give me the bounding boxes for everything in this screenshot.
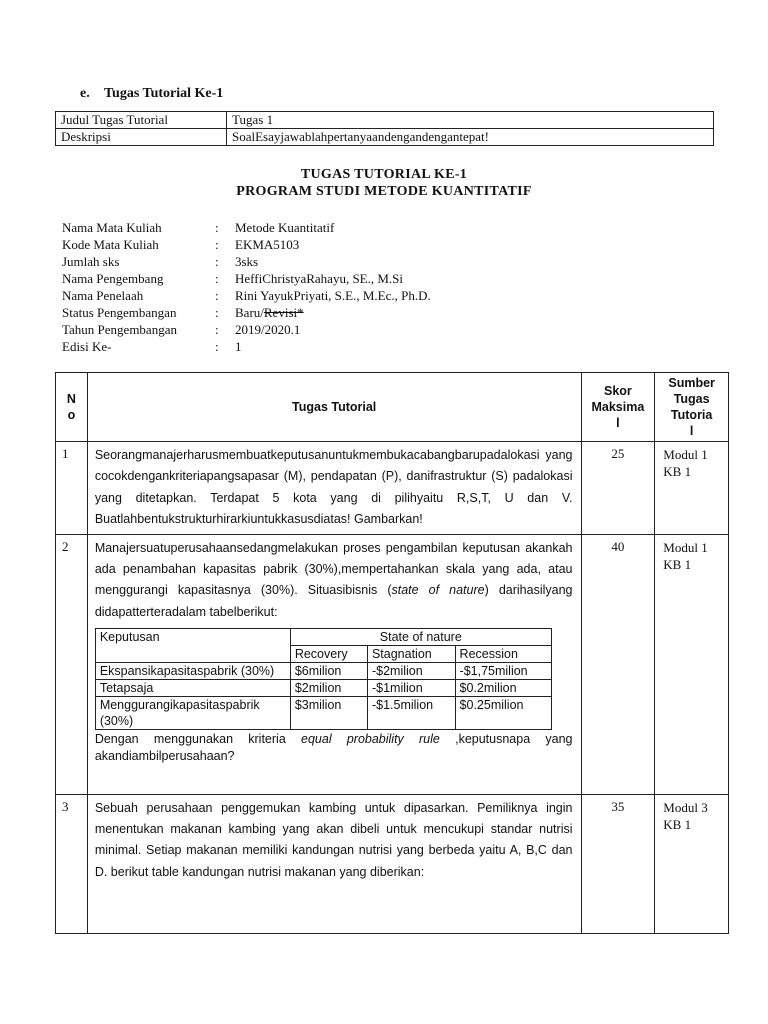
payoff-value: $0.25milion	[455, 697, 551, 730]
row-number: 1	[56, 442, 88, 535]
info-row	[62, 270, 431, 287]
table-row	[56, 794, 729, 933]
meta-key: Judul Tugas Tutorial	[56, 112, 227, 129]
payoff-value: $0.2milion	[455, 680, 551, 697]
info-value: 1	[235, 339, 242, 354]
info-row	[62, 338, 431, 355]
info-label: Nama Pengembang	[62, 271, 164, 286]
info-label: Jumlah sks	[62, 254, 120, 269]
task-question: Dengan menggunakan kriteria equal probability rule ,keputusnapa yang akandiambilperusahaan?	[94, 732, 573, 764]
info-value-struck: Revisi*	[263, 305, 304, 320]
payoff-row	[95, 697, 551, 730]
payoff-value: -$2milion	[367, 663, 455, 680]
payoff-decision-header: Keputusan	[95, 629, 290, 663]
info-separator: :	[215, 322, 219, 337]
meta-value: Tugas 1	[227, 112, 714, 129]
table-row	[56, 534, 729, 794]
task-score: 25	[581, 442, 655, 535]
course-info	[62, 219, 431, 355]
header-source: Sumber Tugas Tutoria l	[655, 373, 729, 442]
info-row	[62, 304, 431, 321]
info-separator: :	[215, 271, 219, 286]
info-separator: :	[215, 288, 219, 303]
info-separator: :	[215, 305, 219, 320]
payoff-value: -$1.5milion	[367, 697, 455, 730]
task-source: Modul 3 KB 1	[655, 794, 729, 933]
task-source: Modul 1 KB 1	[655, 534, 729, 794]
payoff-value: $3milion	[290, 697, 367, 730]
assignment-meta-table	[55, 111, 714, 146]
payoff-row	[95, 663, 551, 680]
payoff-row	[95, 680, 551, 697]
tutorial-task-table	[55, 372, 729, 934]
header-no: N o	[56, 373, 88, 442]
payoff-value: -$1,75milion	[455, 663, 551, 680]
info-row	[62, 236, 431, 253]
task-score: 40	[581, 534, 655, 794]
header-task: Tugas Tutorial	[87, 373, 581, 442]
info-label: Edisi Ke-	[62, 339, 112, 354]
payoff-option: Ekspansikapasitaspabrik (30%)	[95, 663, 290, 680]
payoff-value: -$1milion	[367, 680, 455, 697]
document-title-line1: TUGAS TUTORIAL KE-1	[300, 167, 468, 182]
info-value: HeffiChristyaRahayu, SE., M.Si	[235, 271, 404, 286]
payoff-option: Tetapsaja	[95, 680, 290, 697]
info-label: Nama Penelaah	[62, 288, 144, 303]
payoff-header-row	[95, 629, 551, 646]
info-label: Status Pengembangan	[62, 305, 177, 320]
info-row	[62, 219, 431, 236]
task-score: 35	[581, 794, 655, 933]
row-number: 3	[56, 794, 88, 933]
info-row	[62, 321, 431, 338]
info-value: EKMA5103	[235, 237, 300, 252]
task-text: Seorangmanajerharusmembuatkeputusanuntukmembukacabangbarupadalokasi yang cocokdengankriteriapangsapasar (M), pendapatan (P), danifrastruktur (S) padalokasi yang ditetapkan. Terdapat 5 kota yang di pilihyaitu R,S,T, U dan V. Buatlahbentukstrukturhirarkiuntukkasusdiatas! Gambarkan!	[87, 442, 581, 535]
info-separator: :	[215, 339, 219, 354]
payoff-state-header: State of nature	[290, 629, 551, 646]
meta-key: Deskripsi	[56, 129, 227, 146]
payoff-table	[95, 628, 552, 730]
section-title: Tugas Tutorial Ke-1	[104, 86, 224, 101]
table-row	[56, 442, 729, 535]
task-source: Modul 1 KB 1	[655, 442, 729, 535]
meta-value: SoalEsayjawablahpertanyaandengandengantepat!	[227, 129, 714, 146]
meta-row	[56, 129, 714, 146]
payoff-state-label: Recession	[455, 646, 551, 663]
info-label: Tahun Pengembangan	[62, 322, 177, 337]
header-score: Skor Maksima l	[581, 373, 655, 442]
info-separator: :	[215, 254, 219, 269]
info-value: Rini YayukPriyati, S.E., M.Ec., Ph.D.	[235, 288, 431, 303]
payoff-state-label: Recovery	[290, 646, 367, 663]
section-heading	[80, 86, 223, 102]
info-row	[62, 287, 431, 304]
info-label: Nama Mata Kuliah	[62, 220, 162, 235]
meta-row	[56, 112, 714, 129]
payoff-value: $2milion	[290, 680, 367, 697]
payoff-value: $6milion	[290, 663, 367, 680]
info-separator: :	[215, 220, 219, 235]
table-header-row	[56, 373, 729, 442]
row-number: 2	[56, 534, 88, 794]
task-text: Manajersuatuperusahaansedangmelakukan proses pengambilan keputusan akankah ada penambahan kapasitas pabrik (30%),mempertahankan skala yang ada, atau menggurangi kapasitasnya (30%). Situasibisnis (state of nature) darihasilyang didapatterteradalam tabelberikut: Keputusan State of nature Recovery Stagnation Recession Ekspansikapasitaspabrik (30%) $6milion -$2milion -$1,75milion Tetapsaja $2milion -$1milion $0.2milion Menggurangikapasitaspabrik (30%) $3milion -$1.5milion $0.25milion Dengan menggunakan kriteria equal probability rule ,keputusnapa yang akandiambilperusahaan?	[87, 534, 581, 794]
payoff-option: Menggurangikapasitaspabrik (30%)	[95, 697, 290, 730]
section-marker: e.	[80, 86, 90, 101]
info-value: 3sks	[235, 254, 259, 269]
info-value: 2019/2020.1	[235, 322, 301, 337]
payoff-state-label: Stagnation	[367, 646, 455, 663]
info-label: Kode Mata Kuliah	[62, 237, 159, 252]
info-row	[62, 253, 431, 270]
info-value: Baru/	[235, 305, 264, 320]
document-title-line2: PROGRAM STUDI METODE KUANTITATIF	[236, 184, 532, 199]
info-separator: :	[215, 237, 219, 252]
info-value: Metode Kuantitatif	[235, 220, 335, 235]
task-text: Sebuah perusahaan penggemukan kambing untuk dipasarkan. Pemiliknya ingin menentukan makanan kambing yang akan dibeli untuk mencukupi standar nutrisi minimal. Setiap makanan memiliki kandungan nutrisi yang berbeda yaitu A, B,C dan D. berikut table kandungan nutrisi makanan yang diberikan:	[87, 794, 581, 933]
